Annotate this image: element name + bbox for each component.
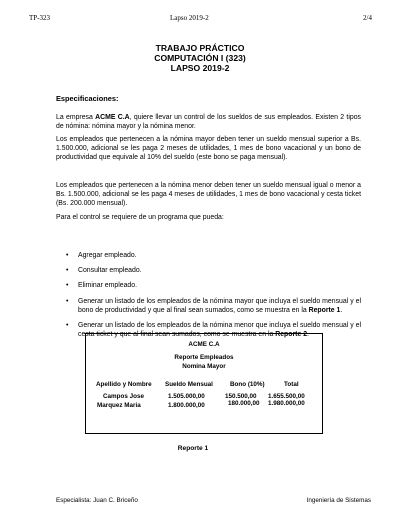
table-cell: Marquez Maria xyxy=(97,402,141,409)
specs-heading: Especificaciones: xyxy=(56,94,119,103)
report-subtitle: Nomina Mayor xyxy=(182,363,226,370)
table-cell: 150.500,00 xyxy=(225,393,257,400)
report-box xyxy=(85,333,323,434)
table-cell: 1.505.000,00 xyxy=(168,393,205,400)
column-header-total: Total xyxy=(284,381,299,388)
report-caption: Reporte 1 xyxy=(177,445,209,452)
requirement-item: • Consultar empleado. xyxy=(56,266,361,275)
table-cell: 1.655.500,00 xyxy=(268,393,305,400)
footer-department: Ingeniería de Sistemas xyxy=(306,497,371,504)
report-title: Reporte Empleados xyxy=(174,354,234,361)
paragraph-intro: La empresa ACME C.A, quiere llevar un control de los sueldos de sus empleados. Existen 2 tipos de nómina: nómina mayor y la nómina menor. xyxy=(56,114,361,131)
requirement-item: • Generar un listado de los empleados de la nómina mayor que incluya el sueldo mensual y el bono de productividad y que al final sean sumados, como se muestra en la Reporte 1. xyxy=(56,297,361,315)
paragraph-requirements-intro: Para el control se requiere de un programa que pueda: xyxy=(56,214,224,221)
table-cell: 1.980.000,00 xyxy=(268,400,305,407)
footer-specialist: Especialista: Juan C. Briceño xyxy=(56,497,138,504)
column-header-name: Apellido y Nombre xyxy=(96,381,152,388)
table-cell: 1.800.000,00 xyxy=(168,402,205,409)
company-name: ACME C.A xyxy=(95,114,130,121)
requirement-item: • Eliminar empleado. xyxy=(56,281,361,290)
report-company: ACME C.A xyxy=(188,341,220,348)
paragraph-nomina-menor: Los empleados que pertenecen a la nómina menor deben tener un sueldo mensual igual o menor a Bs. 1.500.000, adicional se les paga 4 meses de utilidades, 1 mes de bono vacacional y cesta ticket (Bs. 200.000 mensual). xyxy=(56,182,361,208)
requirements-list xyxy=(56,251,361,345)
table-cell: Campos Jose xyxy=(103,393,144,400)
paragraph-nomina-mayor: Los empleados que pertenecen a la nómina mayor deben tener un sueldo mensual superior a Bs. 1.500.000, adicional se les paga 2 meses de utilidades, 1 mes de bono vacacional y un bono de productividad que equivale al 10% del sueldo (este bono se paga mensual). xyxy=(56,136,361,162)
header-code: TP-323 xyxy=(29,14,50,22)
table-cell: 180.000,00 xyxy=(228,400,260,407)
title-line-2: COMPUTACIÓN I (323) xyxy=(154,53,246,63)
requirement-item: • Agregar empleado. xyxy=(56,251,361,260)
column-header-salary: Sueldo Mensual xyxy=(165,381,213,388)
requirement-item: • Generar un listado de los empleados de la nómina menor que incluya el sueldo mensual y el cesta ticket y que al final sean sumados, como se muestra en la Reporte 2. xyxy=(56,321,361,339)
column-header-bonus: Bono (10%) xyxy=(230,381,265,388)
header-term: Lapso 2019-2 xyxy=(170,14,209,22)
title-line-3: LAPSO 2019-2 xyxy=(170,63,230,73)
header-page-number: 2/4 xyxy=(363,14,372,22)
title-line-1: TRABAJO PRÁCTICO xyxy=(155,43,245,53)
